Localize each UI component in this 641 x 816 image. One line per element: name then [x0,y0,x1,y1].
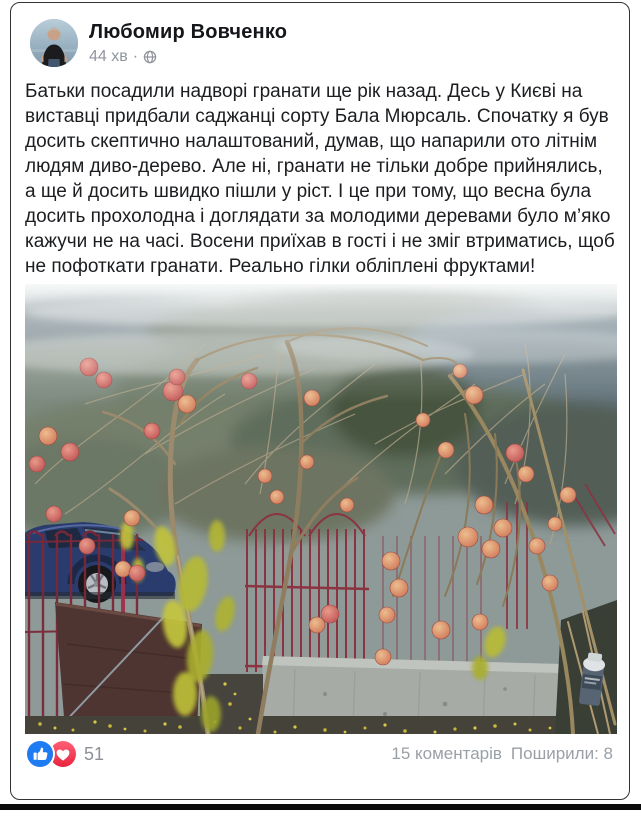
post-meta [89,48,287,66]
post-photo[interactable] [25,284,617,734]
author-name[interactable]: Любомир Вовченко [89,20,288,43]
post-footer [11,734,629,767]
post-photo-image [25,284,617,734]
like-icon[interactable] [27,741,53,767]
facebook-post-card [10,2,630,800]
reaction-count: 51 [84,743,105,764]
post-text: Батьки посадили надворі гранати ще рік назад. Десь у Києві на виставці придбали саджанці сорту Бала Мюрсаль. Спочатку я був досить скептично налаштований, думав, що напарили ото літнім людям диво-дерево. Але ні, гранати не тільки добре прийнялись, а ще й досить швидко пішли у ріст. І це при тому, що весна була досить прохолодна і доглядати за молодими деревами було м’яко кажучи не на часі. Восени приїхав в гості і не зміг втриматись, щоб не пофоткати гранати. Реально гілки обліплені фруктами! [25,81,615,277]
avatar-image [30,19,78,67]
comments-shares [391,744,613,764]
post-header [11,3,629,67]
shares-count[interactable]: Поширили: 8 [510,744,613,763]
globe-icon [143,50,157,64]
author-block [89,21,287,66]
reactions-summary[interactable] [27,741,104,767]
love-icon[interactable] [50,741,76,767]
timestamp[interactable]: 44 хв [89,47,128,65]
comments-count[interactable]: 15 коментарів [391,744,502,763]
screenshot-bottom-edge [0,804,641,810]
avatar[interactable] [30,19,78,67]
meta-separator: · [132,47,139,65]
